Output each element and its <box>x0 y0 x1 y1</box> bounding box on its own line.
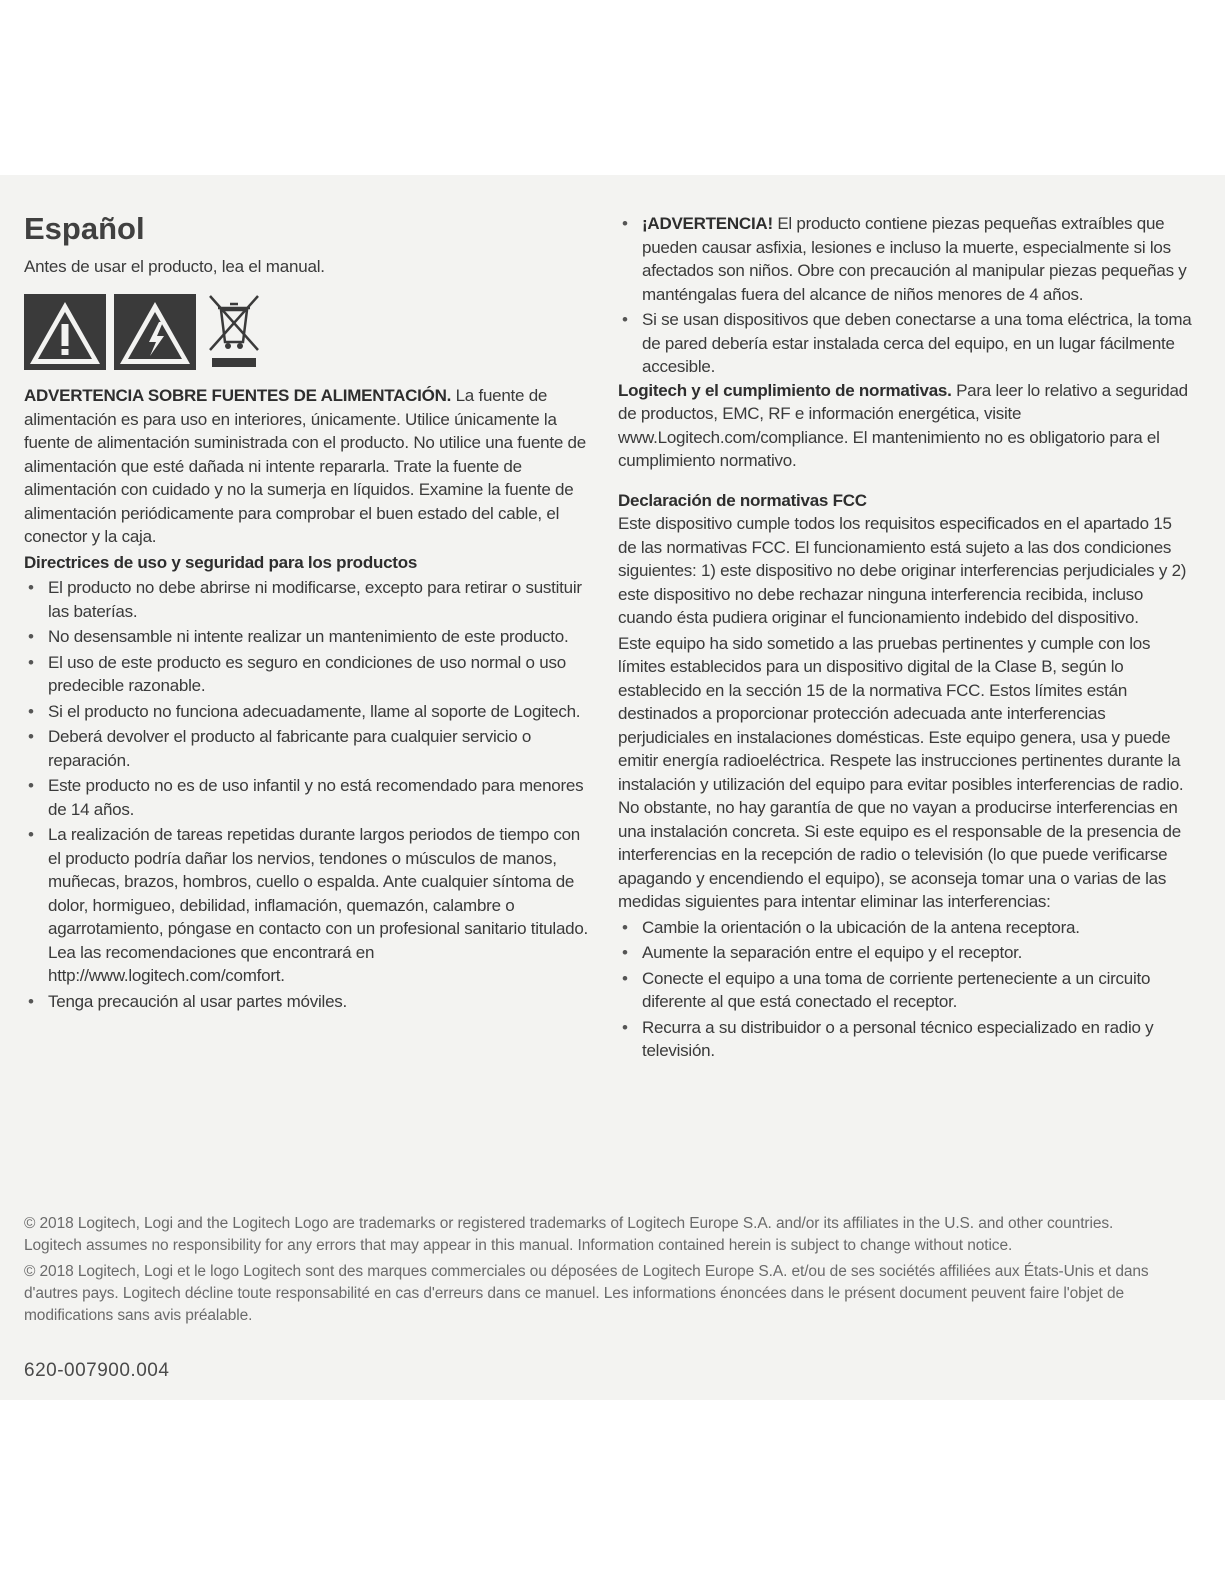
subtitle: Antes de usar el producto, lea el manual. <box>24 257 325 276</box>
safety-icons <box>24 290 594 370</box>
power-supply-warning-title: ADVERTENCIA SOBRE FUENTES DE ALIMENTACIÓN. <box>24 386 452 405</box>
list-item: • Deberá devolver el producto al fabricante para cualquier servicio o reparación. <box>24 725 594 772</box>
list-item: • El uso de este producto es seguro en condiciones de uso normal o uso predecible razonable. <box>24 651 594 698</box>
fcc-measures-list <box>618 916 1193 1063</box>
warning-exclamation-icon <box>24 294 106 370</box>
copyright-french: © 2018 Logitech, Logi et le logo Logitech sont des marques commerciales ou déposées de Logitech Europe S.A. et/ou de ses sociétés affiliées aux États-Unis et dans d'autres pays. Logitech décline toute responsabilité en cas d'erreurs dans ce manuel. Les informations énoncées dans le présent document peuvent faire l'objet de modifications sans avis préalable. <box>24 1263 1149 1324</box>
power-supply-warning-text: La fuente de alimentación es para uso en interiores, únicamente. Utilice únicamente la fuente de alimentación suministrada con el producto. No utilice una fuente de alimentación que esté dañada ni intente repararla. Trate la fuente de alimentación con cuidado y no la sumerja en líquidos. Examine la fuente de alimentación periódicamente para comprobar el buen estado del cable, el conector y la caja. <box>24 386 586 546</box>
weee-crossed-bin-icon <box>204 290 264 370</box>
choking-warning-text: El producto contiene piezas pequeñas extraíbles que pueden causar asfixia, lesiones e incluso la muerte, especialmente si los afectados son niños. Obre con precaución al manipular piezas pequeñas y manténgalas fuera del alcance de niños menores de 4 años. <box>642 214 1187 304</box>
fcc-paragraph-1: Este dispositivo cumple todos los requisitos especificados en el apartado 15 de las normativas FCC. El funcionamiento está sujeto a las dos condiciones siguientes: 1) este dispositivo no debe originar interferencias perjudiciales y 2) este dispositivo no debe rechazar ninguna interferencia recibida, incluso cuando ésta pudiera originar el funcionamiento indebido del dispositivo. <box>618 514 1187 627</box>
list-item: • Tenga precaución al usar partes móviles. <box>24 990 594 1014</box>
part-number: 620-007900.004 <box>24 1360 170 1381</box>
list-item: • La realización de tareas repetidas durante largos periodos de tiempo con el producto podría dañar los nervios, tendones o músculos de manos, muñecas, brazos, hombros, cuello o espalda. Ante cualquier síntoma de dolor, hormigueo, debilidad, inflamación, quemazón, calambre o agarrotamiento, póngase en contacto con un profesional sanitario titulado. Lea las recomendaciones que encontrará en http://www.logitech.com/comfort. <box>24 823 594 988</box>
list-item: • No desensamble ni intente realizar un mantenimiento de este producto. <box>24 625 594 649</box>
warning-list <box>618 212 1193 379</box>
choking-warning-title: ¡ADVERTENCIA! <box>642 214 773 233</box>
electric-shock-warning-icon <box>114 294 196 370</box>
fcc-heading: Declaración de normativas FCC <box>618 490 867 510</box>
list-item: • Este producto no es de uso infantil y no está recomendado para menores de 14 años. <box>24 774 594 821</box>
list-item: • Recurra a su distribuidor o a personal técnico especializado en radio y televisión. <box>618 1016 1193 1063</box>
list-item <box>618 212 1193 306</box>
compliance-paragraph <box>618 379 1193 473</box>
guidelines-heading: Directrices de uso y seguridad para los productos <box>24 552 418 572</box>
list-item: • El producto no debe abrirse ni modificarse, excepto para retirar o sustituir las baterías. <box>24 576 594 623</box>
right-column <box>618 210 1193 1063</box>
footer <box>24 1213 1174 1331</box>
fcc-paragraph-2: Este equipo ha sido sometido a las pruebas pertinentes y cumple con los límites establecidos para un dispositivo digital de la Clase B, según lo establecido en la sección 15 de la normativa FCC. Estos límites están destinados a proporcionar protección adecuada ante interferencias perjudiciales en instalaciones domésticas. Este equipo genera, usa y puede emitir energía radioeléctrica. Respete las instrucciones pertinentes durante la instalación y utilización del equipo para evitar posibles interferencias de radio. No obstante, no hay garantía de que no vayan a producirse interferencias en una instalación concreta. Si este equipo es el responsable de la presencia de interferencias en la recepción de radio o televisión (lo que puede verificarse apagando y encendiendo el equipo), se aconseja tomar una o varias de las medidas siguientes para intentar eliminar las interferencias: <box>618 633 1184 911</box>
left-column <box>24 210 594 1013</box>
power-supply-warning <box>24 384 594 549</box>
outlet-warning-text: Si se usan dispositivos que deben conectarse a una toma eléctrica, la toma de pared debería estar instalada cerca del equipo, en un lugar fácilmente accesible. <box>642 310 1192 376</box>
page-title: Español <box>24 211 145 246</box>
list-item: • Aumente la separación entre el equipo y el receptor. <box>618 941 1193 965</box>
list-item <box>618 308 1193 379</box>
guidelines-list <box>24 576 594 1013</box>
compliance-title: Logitech y el cumplimiento de normativas. <box>618 380 952 400</box>
copyright-english: © 2018 Logitech, Logi and the Logitech Logo are trademarks or registered trademarks of Logitech Europe S.A. and/or its affiliates in the U.S. and other countries. Logitech assumes no responsibility for any errors that may appear in this manual. Information contained herein is subject to change without notice. <box>24 1215 1114 1254</box>
list-item: • Si el producto no funciona adecuadamente, llame al soporte de Logitech. <box>24 700 594 724</box>
list-item: • Conecte el equipo a una toma de corriente perteneciente a un circuito diferente al que está conectado el receptor. <box>618 967 1193 1014</box>
compliance-text: Para leer lo relativo a seguridad de productos, EMC, RF e información energética, visite www.Logitech.com/compliance. El mantenimiento no es obligatorio para el cumplimiento normativo. <box>618 380 1188 470</box>
list-item: • Cambie la orientación o la ubicación de la antena receptora. <box>618 916 1193 940</box>
